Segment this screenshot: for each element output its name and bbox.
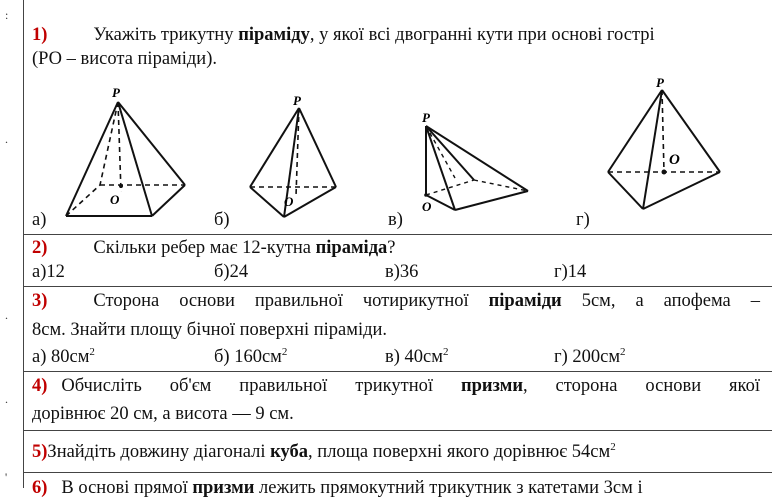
question-1-line-2 <box>32 48 760 70</box>
option-v: в) $40см^2$ <box>385 345 449 367</box>
question-number: 5) <box>32 442 48 462</box>
question-text: 8см. Знайти площу бічної поверхні піраміди. <box>32 320 388 340</box>
left-border <box>23 0 24 488</box>
question-text: , площа поверхні якого дорівнює 54см <box>308 442 611 462</box>
row-divider-5 <box>24 472 772 473</box>
option-a: а)12 <box>32 262 65 282</box>
foot-label-o: O <box>284 194 294 209</box>
question-keyword: піраміда <box>315 238 388 258</box>
question-1 <box>32 24 760 46</box>
option-g: г) $200см^2$ <box>554 345 626 367</box>
option-v: в) <box>388 210 403 230</box>
margin-mark: . <box>5 392 8 406</box>
vertex-label-p: P <box>112 85 120 100</box>
question-number: 3) <box>32 291 48 311</box>
question-keyword: куба <box>270 442 309 462</box>
pyramid-figure-a <box>58 82 198 222</box>
row-divider-2 <box>24 286 772 287</box>
question-text: Обчисліть об'єм правильної трикутної <box>61 376 461 396</box>
question-keyword: піраміди <box>488 291 562 311</box>
pyramid-figure-g <box>602 72 727 212</box>
question-text: (РО – висота піраміди). <box>32 49 217 69</box>
question-5: 5)Знайдіть довжину діагоналі куба, площа поверхні якого дорівнює $54см^2$ <box>32 440 616 462</box>
question-text: Сторона основи правильної чотирикутної <box>93 291 489 311</box>
foot-label-o: O <box>110 192 120 207</box>
option-b: б)24 <box>214 262 249 282</box>
vertex-label-p: P <box>293 93 301 108</box>
foot-label-o: O <box>669 152 680 168</box>
option-a: а) <box>32 210 47 230</box>
question-keyword: піраміду <box>238 25 310 45</box>
option-g: г)14 <box>554 262 587 282</box>
question-6 <box>32 477 760 499</box>
margin-mark: : <box>5 8 9 22</box>
row-divider-4 <box>24 430 772 431</box>
question-text: лежить прямокутний трикутник з катетами 3см і <box>254 478 643 498</box>
question-4-line-2 <box>32 403 760 425</box>
question-text: В основі прямої <box>61 478 193 498</box>
vertex-label-p: P <box>656 75 664 90</box>
vertex-label-p: P <box>422 110 430 125</box>
question-text: дорівнює 20 см, а висота — 9 см. <box>32 404 294 424</box>
question-text: Укажіть трикутну <box>93 25 239 45</box>
pyramid-figure-b <box>244 90 344 220</box>
margin-mark: ' <box>5 470 8 484</box>
question-text: , сторона основи якої <box>523 376 760 396</box>
question-4 <box>32 375 760 397</box>
row-divider-1 <box>24 234 772 235</box>
option-a: а) $80см^2$ <box>32 345 95 367</box>
question-keyword: призми <box>192 478 255 498</box>
margin-mark: . <box>5 308 8 322</box>
question-3-line-2 <box>32 319 760 341</box>
question-2 <box>32 237 760 259</box>
option-g: г) <box>576 210 590 230</box>
question-text: , у якої всі двогранні кути при основі гострі <box>309 25 655 45</box>
question-text: Скільки ребер має 12-кутна <box>93 238 316 258</box>
option-b: б) $160см^2$ <box>214 345 288 367</box>
question-number: 4) <box>32 376 48 396</box>
question-number: 2) <box>32 238 48 258</box>
question-keyword: призми <box>460 376 523 396</box>
question-number: 6) <box>32 478 48 498</box>
pyramid-figure-v <box>418 110 533 215</box>
question-text: 5см, а апофема – <box>561 291 760 311</box>
question-3 <box>32 290 760 312</box>
row-divider-3 <box>24 371 772 372</box>
margin-mark: . <box>5 132 8 146</box>
option-v: в)36 <box>385 262 419 282</box>
question-text: ? <box>387 238 396 258</box>
foot-label-o: O <box>422 199 432 214</box>
question-number: 1) <box>32 25 48 45</box>
question-text: Знайдіть довжину діагоналі <box>47 442 271 462</box>
option-b: б) <box>214 210 230 230</box>
